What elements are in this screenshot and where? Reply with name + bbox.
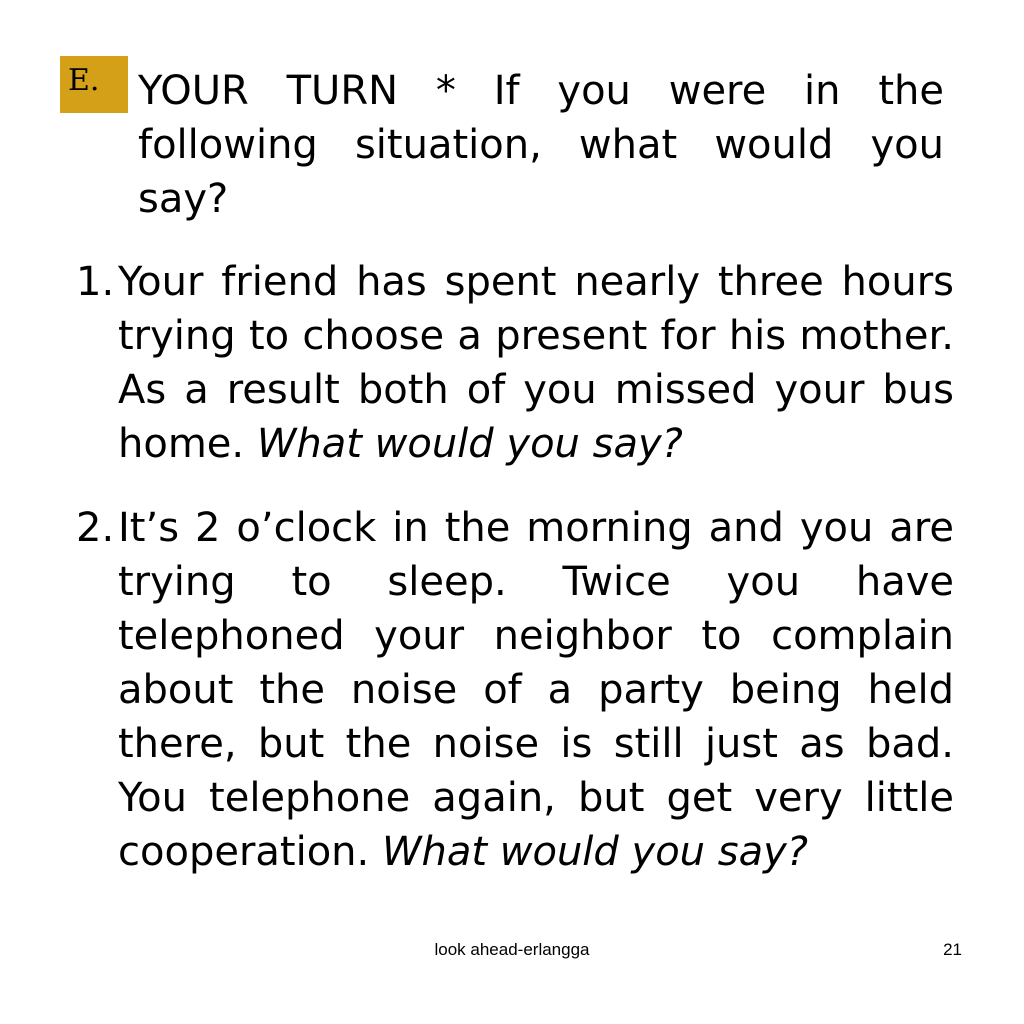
- item-text-block: [118, 501, 954, 879]
- page-number: 21: [943, 940, 962, 959]
- item-number: 2.: [76, 505, 115, 551]
- item-text-block: [118, 255, 954, 471]
- item-text: Your friend has spent nearly three hours trying to choose a present for his mother. As a result both of you missed your bus home.: [118, 259, 954, 467]
- footer-text: look ahead-erlangga: [434, 940, 590, 959]
- item-number: 1.: [76, 259, 115, 305]
- section-badge: E.: [60, 56, 128, 113]
- item-prompt: What would you say?: [381, 829, 808, 875]
- item-prompt: What would you say?: [256, 421, 683, 467]
- list-item: [76, 501, 954, 879]
- slide-heading: YOUR TURN * If you were in the following situation, what would you say?: [138, 68, 944, 222]
- item-text: It’s 2 o’clock in the morning and you are trying to sleep. Twice you have telephoned your neighbor to complain about the noise of a party being held there, but the noise is still just as bad. You telephone again, but get very little cooperation.: [118, 505, 954, 875]
- list-item: [76, 255, 954, 471]
